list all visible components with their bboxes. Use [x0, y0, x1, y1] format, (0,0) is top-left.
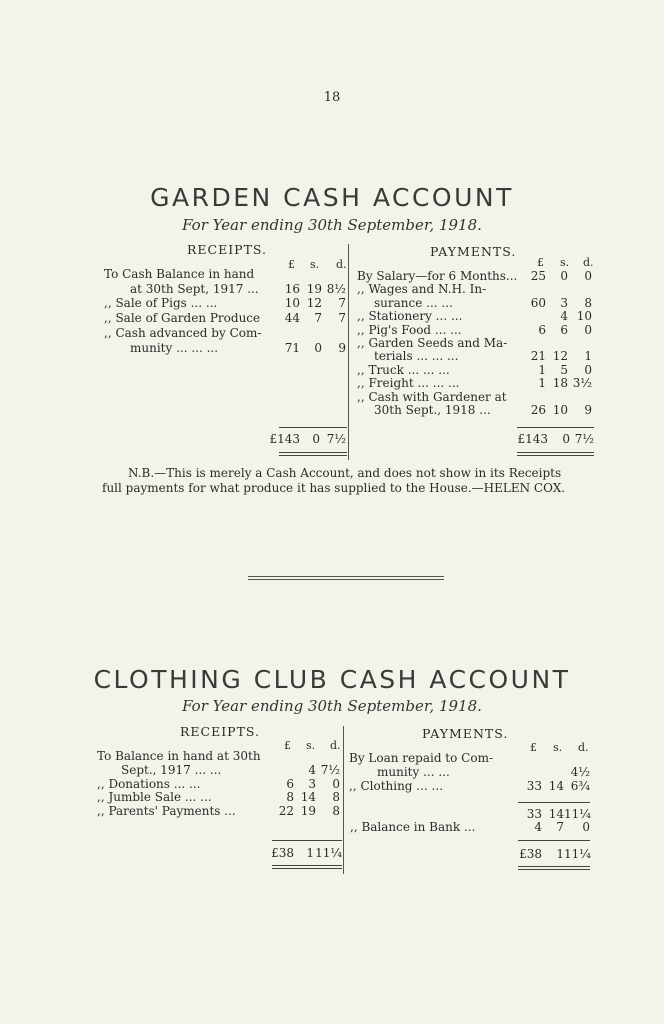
garden-receipt-row-pence: 7 — [338, 296, 346, 310]
garden-payment-row-pounds: 26 — [530, 403, 546, 417]
clothing-payments-shilling-head: s. — [553, 741, 563, 754]
garden-payment-row-text: ,, Garden Seeds and Ma- — [357, 336, 508, 350]
garden-payments-shilling-head: s. — [560, 256, 570, 269]
garden-payments-total-rule — [517, 427, 594, 428]
garden-payment-row-shillings: 6 — [560, 323, 568, 337]
clothing-receipts-total-shillings: 1 — [306, 846, 314, 860]
garden-receipts-total-shillings: 0 — [312, 432, 320, 446]
garden-payment-row-text: terials ... ... ... — [374, 349, 459, 363]
clothing-receipt-row-pence: 0 — [332, 777, 340, 791]
clothing-title: CLOTHING CLUB CASH ACCOUNT — [93, 665, 571, 694]
clothing-receipt-row-pence: 7½ — [320, 763, 340, 777]
garden-receipts-total-pounds: £143 — [269, 432, 300, 446]
garden-payment-row-shillings: 10 — [552, 403, 568, 417]
clothing-subtitle: For Year ending 30th September, 1918. — [182, 697, 482, 715]
clothing-receipt-row-pence: 8 — [332, 790, 340, 804]
garden-payment-row-text: ,, Wages and N.H. In- — [357, 282, 487, 296]
garden-title: GARDEN CASH ACCOUNT — [150, 183, 514, 212]
clothing-receipt-row-pounds: 22 — [278, 804, 294, 818]
clothing-receipts-double-rule — [272, 865, 342, 869]
clothing-payments-pound-head: £ — [530, 741, 537, 754]
garden-payment-row-pounds: 25 — [530, 269, 546, 283]
clothing-payments-heading: PAYMENTS. — [422, 726, 509, 741]
garden-payments-total-pounds: £143 — [517, 432, 548, 446]
garden-payment-row-shillings: 12 — [552, 349, 568, 363]
garden-payment-row-text: ,, Pig's Food ... ... — [357, 323, 462, 337]
garden-payment-row-pence: 0 — [584, 363, 592, 377]
clothing-receipt-row-pounds: 6 — [286, 777, 294, 791]
clothing-payments-pence-head: d. — [578, 741, 589, 754]
clothing-payments-total-pounds: £38 — [519, 847, 542, 861]
clothing-payment-row-text: munity ... ... — [377, 765, 450, 779]
garden-receipt-row-text: To Cash Balance in hand — [104, 267, 255, 281]
clothing-payment-row-pounds: 33 — [526, 779, 542, 793]
garden-payment-row-text: 30th Sept., 1918 ... — [374, 403, 491, 417]
garden-payments-total-shillings: 0 — [562, 432, 570, 446]
clothing-receipt-row-text: ,, Jumble Sale ... ... — [97, 790, 212, 804]
garden-payment-row-pounds: 21 — [530, 349, 546, 363]
garden-payment-row-pence: 1 — [584, 349, 592, 363]
garden-payment-row-shillings: 4 — [560, 309, 568, 323]
garden-payments-total-pence: 7½ — [574, 432, 594, 446]
garden-receipt-row-pounds: 44 — [284, 311, 300, 325]
garden-receipt-row-text: ,, Sale of Garden Produce — [104, 311, 261, 325]
garden-receipts-total-rule — [279, 427, 347, 428]
clothing-payments-subtotal-pounds: 33 — [526, 807, 542, 821]
clothing-receipt-row-text: ,, Donations ... ... — [97, 777, 201, 791]
clothing-payments-total-shillings: 1 — [556, 847, 564, 861]
garden-payment-row-pence: 9 — [584, 403, 592, 417]
clothing-receipt-row-text: To Balance in hand at 30th — [97, 749, 261, 763]
clothing-payments-total-rule — [518, 840, 590, 841]
page-number: 18 — [323, 90, 341, 105]
clothing-payment-row-shillings: 14 — [548, 779, 564, 793]
garden-payment-row-pence: 10 — [576, 309, 592, 323]
clothing-balance-pence: 0 — [582, 820, 590, 834]
garden-payment-row-shillings: 3 — [560, 296, 568, 310]
garden-receipt-row-text: ,, Sale of Pigs ... ... — [104, 296, 218, 310]
clothing-receipts-pound-head: £ — [284, 739, 291, 752]
garden-receipts-total-pence: 7½ — [326, 432, 346, 446]
garden-payment-row-pounds: 1 — [538, 363, 546, 377]
clothing-payments-double-rule — [518, 866, 590, 870]
garden-payment-row-pounds: 60 — [530, 296, 546, 310]
clothing-receipt-row-shillings: 4 — [308, 763, 316, 777]
garden-payment-row-shillings: 18 — [552, 376, 568, 390]
garden-payment-row-shillings: 0 — [560, 269, 568, 283]
clothing-receipt-row-pounds: 8 — [286, 790, 294, 804]
garden-receipt-row-pence: 8½ — [326, 282, 346, 296]
clothing-receipts-pence-head: d. — [330, 739, 341, 752]
clothing-receipts-total-pounds: £38 — [271, 846, 294, 860]
garden-receipt-row-shillings: 19 — [306, 282, 322, 296]
clothing-receipts-heading: RECEIPTS. — [180, 724, 261, 739]
garden-receipt-row-text: munity ... ... ... — [130, 341, 219, 355]
garden-payment-row-text: ,, Freight ... ... ... — [357, 376, 460, 390]
clothing-payment-row-pence: 4½ — [570, 765, 590, 779]
clothing-receipt-row-text: ,, Parents' Payments ... — [97, 804, 236, 818]
garden-payments-pence-head: d. — [583, 256, 594, 269]
clothing-receipts-total-pence: 11¼ — [315, 846, 342, 860]
garden-receipt-row-text: ,, Cash advanced by Com- — [104, 326, 262, 340]
clothing-payment-row-text: ,, Clothing ... ... — [349, 779, 444, 793]
clothing-receipt-row-shillings: 19 — [300, 804, 316, 818]
clothing-receipt-row-pence: 8 — [332, 804, 340, 818]
clothing-center-rule — [343, 726, 344, 874]
garden-receipt-row-pounds: 10 — [284, 296, 300, 310]
garden-payment-row-pence: 3½ — [572, 376, 592, 390]
garden-payment-row-pence: 8 — [584, 296, 592, 310]
garden-center-rule — [348, 244, 349, 460]
garden-receipts-shilling-head: s. — [310, 258, 320, 271]
clothing-payments-subtotal-shillings: 14 — [548, 807, 564, 821]
garden-receipt-row-text: at 30th Sept, 1917 ... — [130, 282, 259, 296]
clothing-payment-row-text: By Loan repaid to Com- — [349, 751, 494, 765]
garden-payment-row-shillings: 5 — [560, 363, 568, 377]
garden-note-line1: N.B.—This is merely a Cash Account, and does not show in its Receipts — [128, 466, 562, 480]
garden-receipt-row-pence: 7 — [338, 311, 346, 325]
garden-receipt-row-shillings: 0 — [314, 341, 322, 355]
clothing-receipt-row-text: Sept., 1917 ... ... — [121, 763, 222, 777]
clothing-payments-subtotal-rule — [518, 802, 590, 803]
garden-payments-double-rule — [517, 452, 594, 456]
garden-payment-row-text: surance ... ... — [374, 296, 453, 310]
garden-payment-row-text: ,, Stationery ... ... — [357, 309, 463, 323]
garden-payment-row-pence: 0 — [584, 323, 592, 337]
garden-payment-row-text: ,, Cash with Gardener at — [357, 390, 507, 404]
garden-receipts-pence-head: d. — [336, 258, 347, 271]
garden-receipt-row-pence: 9 — [338, 341, 346, 355]
garden-receipt-row-pounds: 71 — [284, 341, 300, 355]
clothing-payments-total-pence: 11¼ — [564, 847, 591, 861]
clothing-balance-text: ,, Balance in Bank ... — [350, 820, 476, 834]
garden-payment-row-pounds: 6 — [538, 323, 546, 337]
garden-payment-row-pounds: 1 — [538, 376, 546, 390]
garden-payments-pound-head: £ — [537, 256, 544, 269]
clothing-payments-subtotal-pence: 11¼ — [564, 807, 591, 821]
garden-receipts-heading: RECEIPTS. — [187, 242, 268, 257]
clothing-receipt-row-shillings: 3 — [308, 777, 316, 791]
garden-subtitle: For Year ending 30th September, 1918. — [182, 216, 482, 234]
clothing-receipt-row-shillings: 14 — [300, 790, 316, 804]
garden-payment-row-text: ,, Truck ... ... ... — [357, 363, 450, 377]
garden-receipt-row-pounds: 16 — [284, 282, 300, 296]
garden-note-line2: full payments for what produce it has supplied to the House.—HELEN COX. — [102, 481, 566, 495]
garden-payment-row-text: By Salary—for 6 Months... — [357, 269, 518, 283]
clothing-receipts-total-rule — [272, 840, 342, 841]
clothing-receipts-shilling-head: s. — [306, 739, 316, 752]
garden-receipt-row-shillings: 12 — [306, 296, 322, 310]
clothing-balance-pounds: 4 — [534, 820, 542, 834]
section-divider — [248, 576, 444, 580]
clothing-payment-row-pence: 6¾ — [570, 779, 590, 793]
garden-payments-heading: PAYMENTS. — [430, 244, 517, 259]
garden-receipts-double-rule — [279, 452, 347, 456]
clothing-balance-shillings: 7 — [556, 820, 564, 834]
garden-payment-row-pence: 0 — [584, 269, 592, 283]
garden-receipts-pound-head: £ — [288, 258, 295, 271]
garden-receipt-row-shillings: 7 — [314, 311, 322, 325]
